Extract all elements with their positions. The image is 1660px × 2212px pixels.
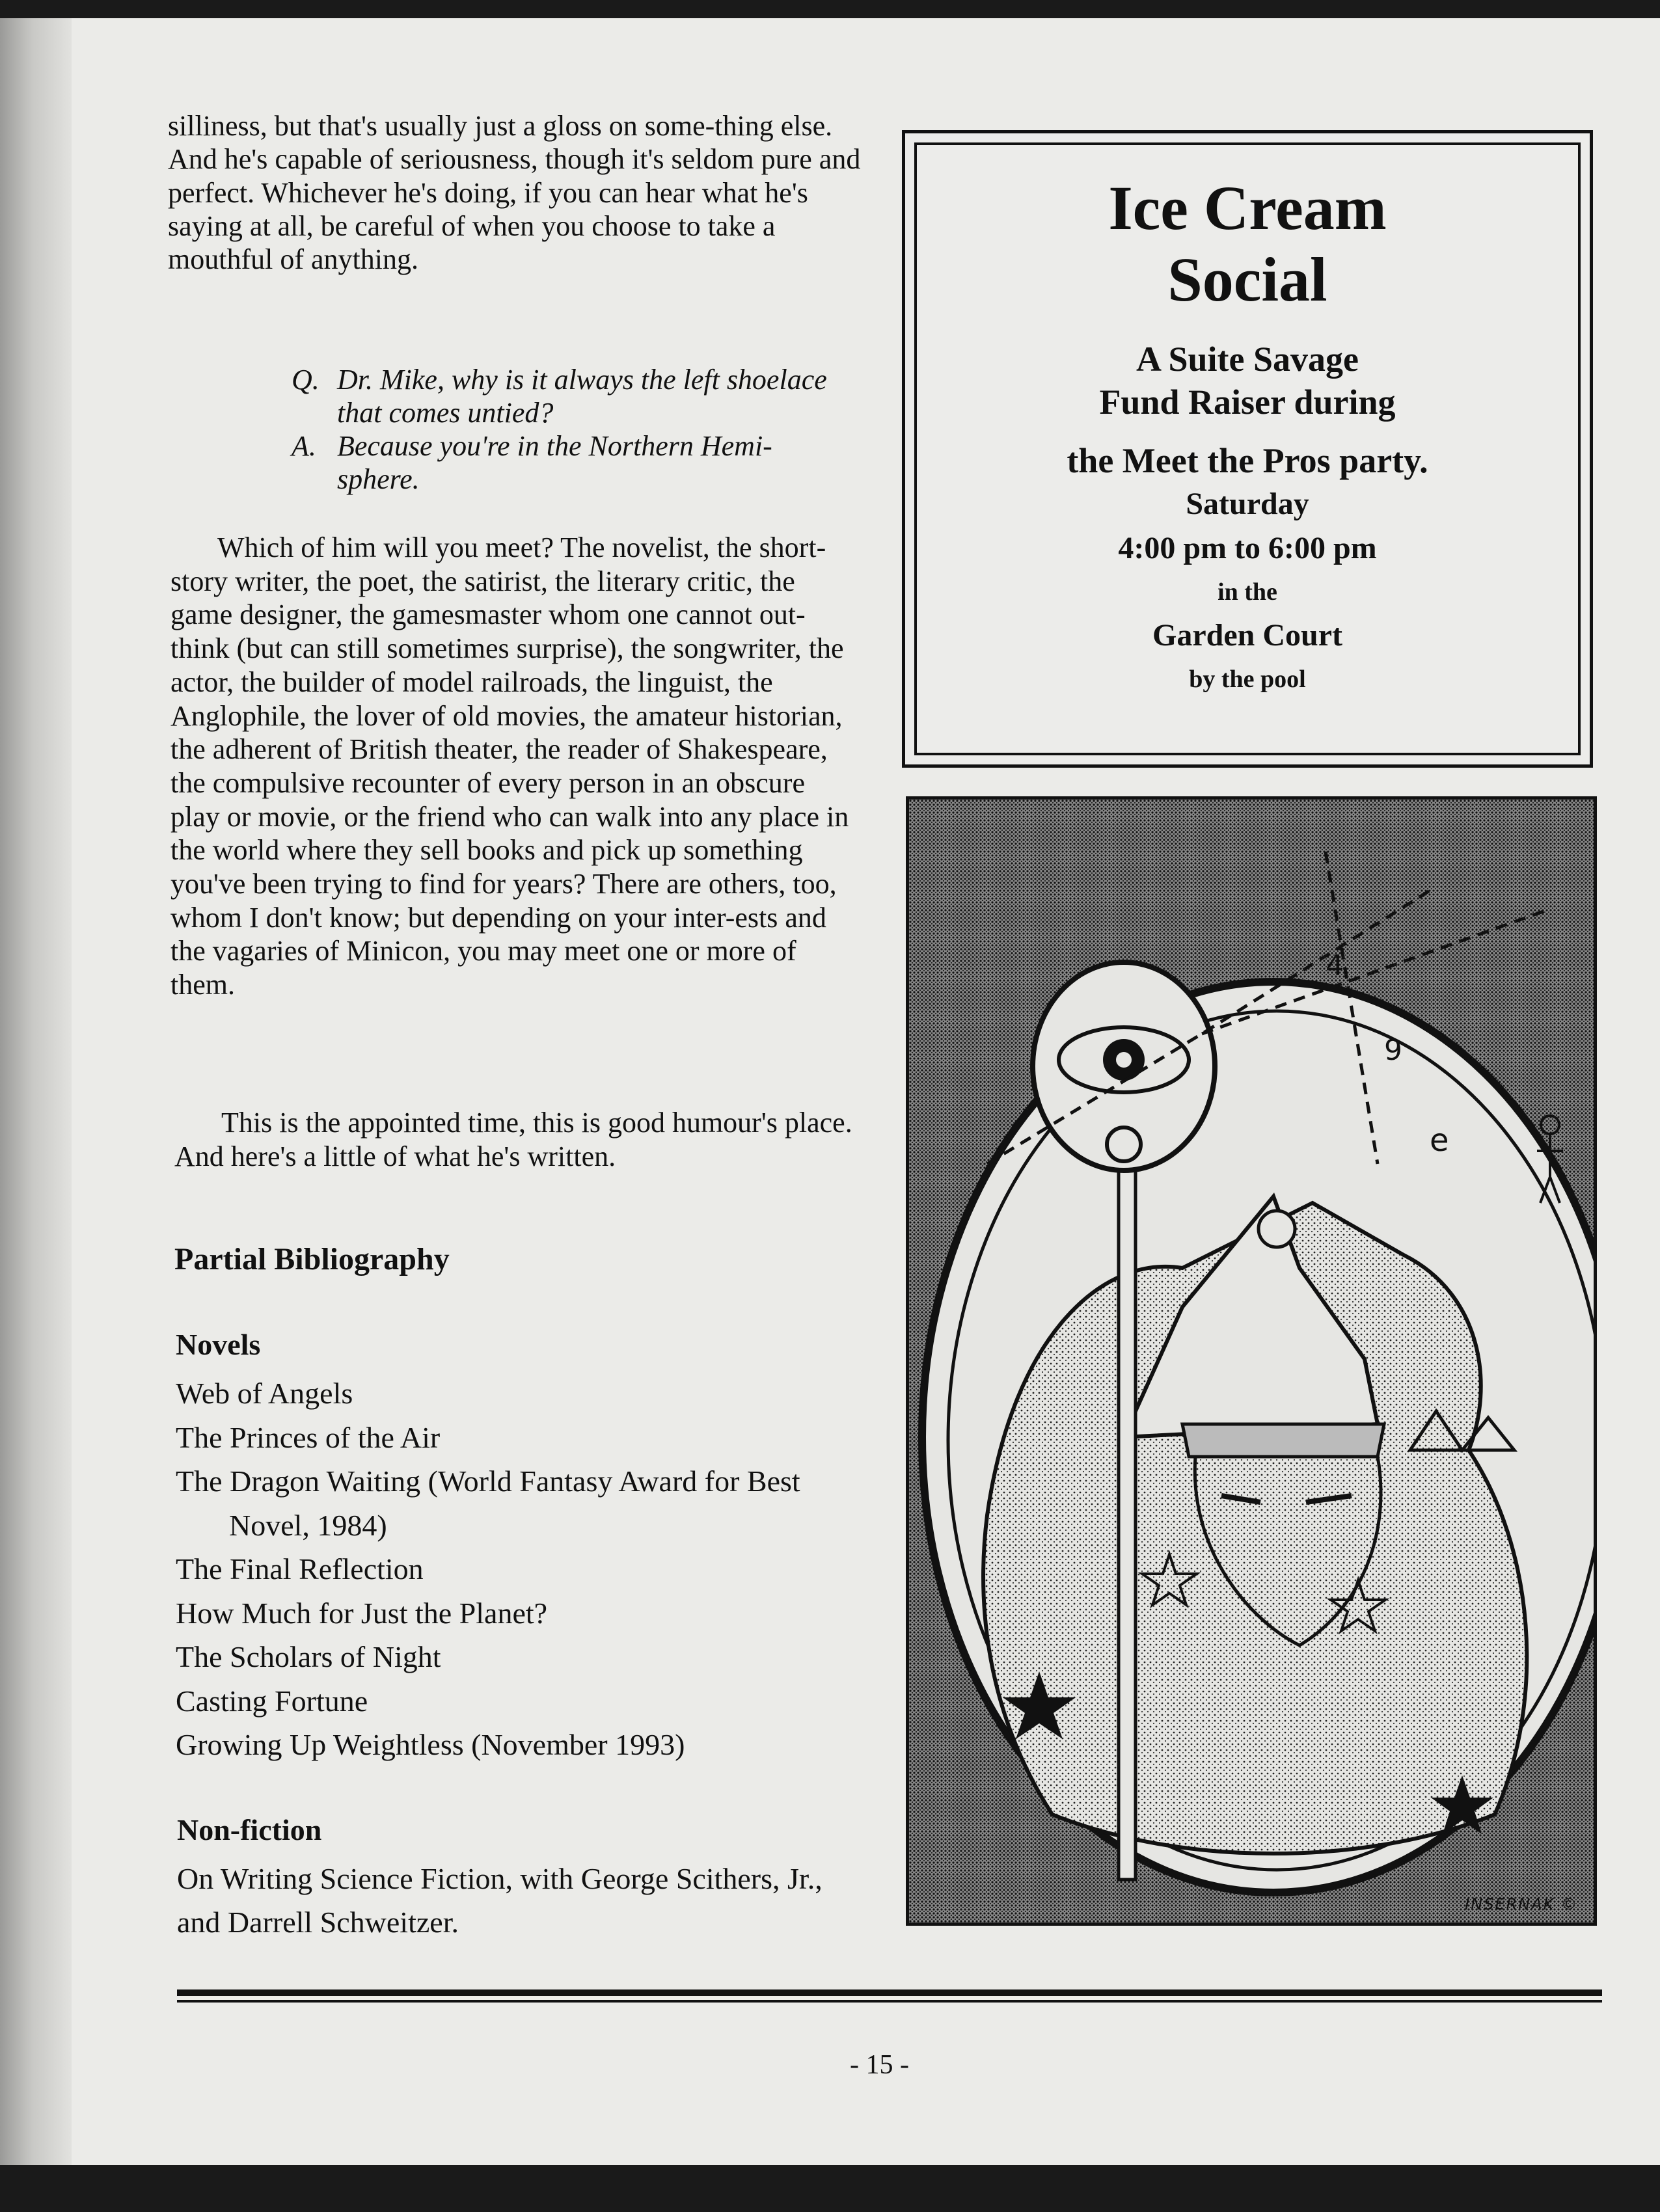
answer-row [292,429,838,496]
intro-paragraph-block [168,109,871,276]
footer-rule-thin [177,2000,1602,2003]
glyph-letter: e [1430,1122,1449,1159]
event-venue: Garden Court [1152,618,1342,653]
event-day: Saturday [1186,487,1309,521]
appointed-time-paragraph: This is the appointed time, this is good humour's place. And here's a little of what he's written. [174,1107,852,1172]
artist-signature: INSERNAK © [1465,1895,1578,1913]
glyph-letter: 4 [1326,949,1344,982]
glyph-letter: 9 [1384,1034,1402,1067]
wizard-artwork [909,800,1594,1922]
novels-heading: Novels [176,1328,261,1361]
event-title-line1: Ice Cream [1108,173,1387,243]
answer-tag: A. [292,430,316,462]
event-time: 4:00 pm to 6:00 pm [1118,531,1377,565]
question-row [292,363,838,429]
event-sub-line1: A Suite Savage [1136,340,1359,379]
event-sub-line3: the Meet the Pros party. [1067,441,1428,480]
sun-star-icon [1259,1211,1295,1247]
nonfiction-entry: On Writing Science Fiction, with George Scithers, Jr., and Darrell Schweitzer. [177,1862,823,1939]
list-item: The Final Reflection [176,1552,424,1585]
intro-paragraph: silliness, but that's usually just a gloss on some-thing else. And he's capable of seriousness, though it's seldom pure and perfect. Whichever he's doing, if you can hear what he's saying at all, be careful of when you choose to take a mouthful of anything. [168,110,861,276]
which-of-him-paragraph: Which of him will you meet? The novelist, the short-story writer, the poet, the satirist, the literary critic, the game designer, the gamesmaster whom one cannot out-think (but can still sometimes surprise), the songwriter, the actor, the builder of model railroads, the linguist, the Anglophile, the lover of old movies, the amateur historian, the adherent of British theater, the reader of Shakespeare, the compulsive recounter of every person in an obscure play or movie, or the friend who can walk into any place in the world where they sell books and pick up something you've been trying to find for years? There are others, too, whom I don't know; but depending on your inter-ests and the vagaries of Minicon, you may meet one or more of them. [170,532,849,1001]
event-title-line2: Social [1167,245,1327,314]
question-tag: Q. [292,364,320,396]
page-number: - 15 - [850,2050,909,2080]
event-sub-line2: Fund Raiser during [1099,383,1396,422]
list-item: How Much for Just the Planet? [176,1596,548,1630]
qa-block [292,363,838,496]
event-inner-frame [914,142,1581,755]
question-text: Dr. Mike, why is it always the left shoelace that comes untied? [337,364,827,429]
list-item: Web of Angels [176,1377,353,1410]
bibliography-heading: Partial Bibliography [174,1242,450,1276]
footer-rule-thick [177,1989,1602,1996]
list-item: The Princes of the Air [176,1420,441,1454]
list-item: The Scholars of Night [176,1640,441,1673]
list-item: The Dragon Waiting (World Fantasy Award for Best Novel, 1984) [176,1464,800,1542]
wizard-illustration [906,796,1597,1926]
list-item: Casting Fortune [176,1684,368,1718]
event-announcement-box [902,130,1593,768]
list-item: Growing Up Weightless (November 1993) [176,1728,685,1761]
wizard-crown [1182,1424,1384,1457]
answer-text: Because you're in the Northern Hemi-sphere. [337,430,772,495]
nonfiction-heading: Non-fiction [177,1813,322,1846]
event-location: by the pool [1189,666,1306,693]
page [0,18,1660,2165]
book-spine-shadow [0,18,72,2165]
novels-list [176,1371,865,1767]
event-in-the: in the [1218,578,1277,606]
wizard-staff [1119,1099,1136,1880]
